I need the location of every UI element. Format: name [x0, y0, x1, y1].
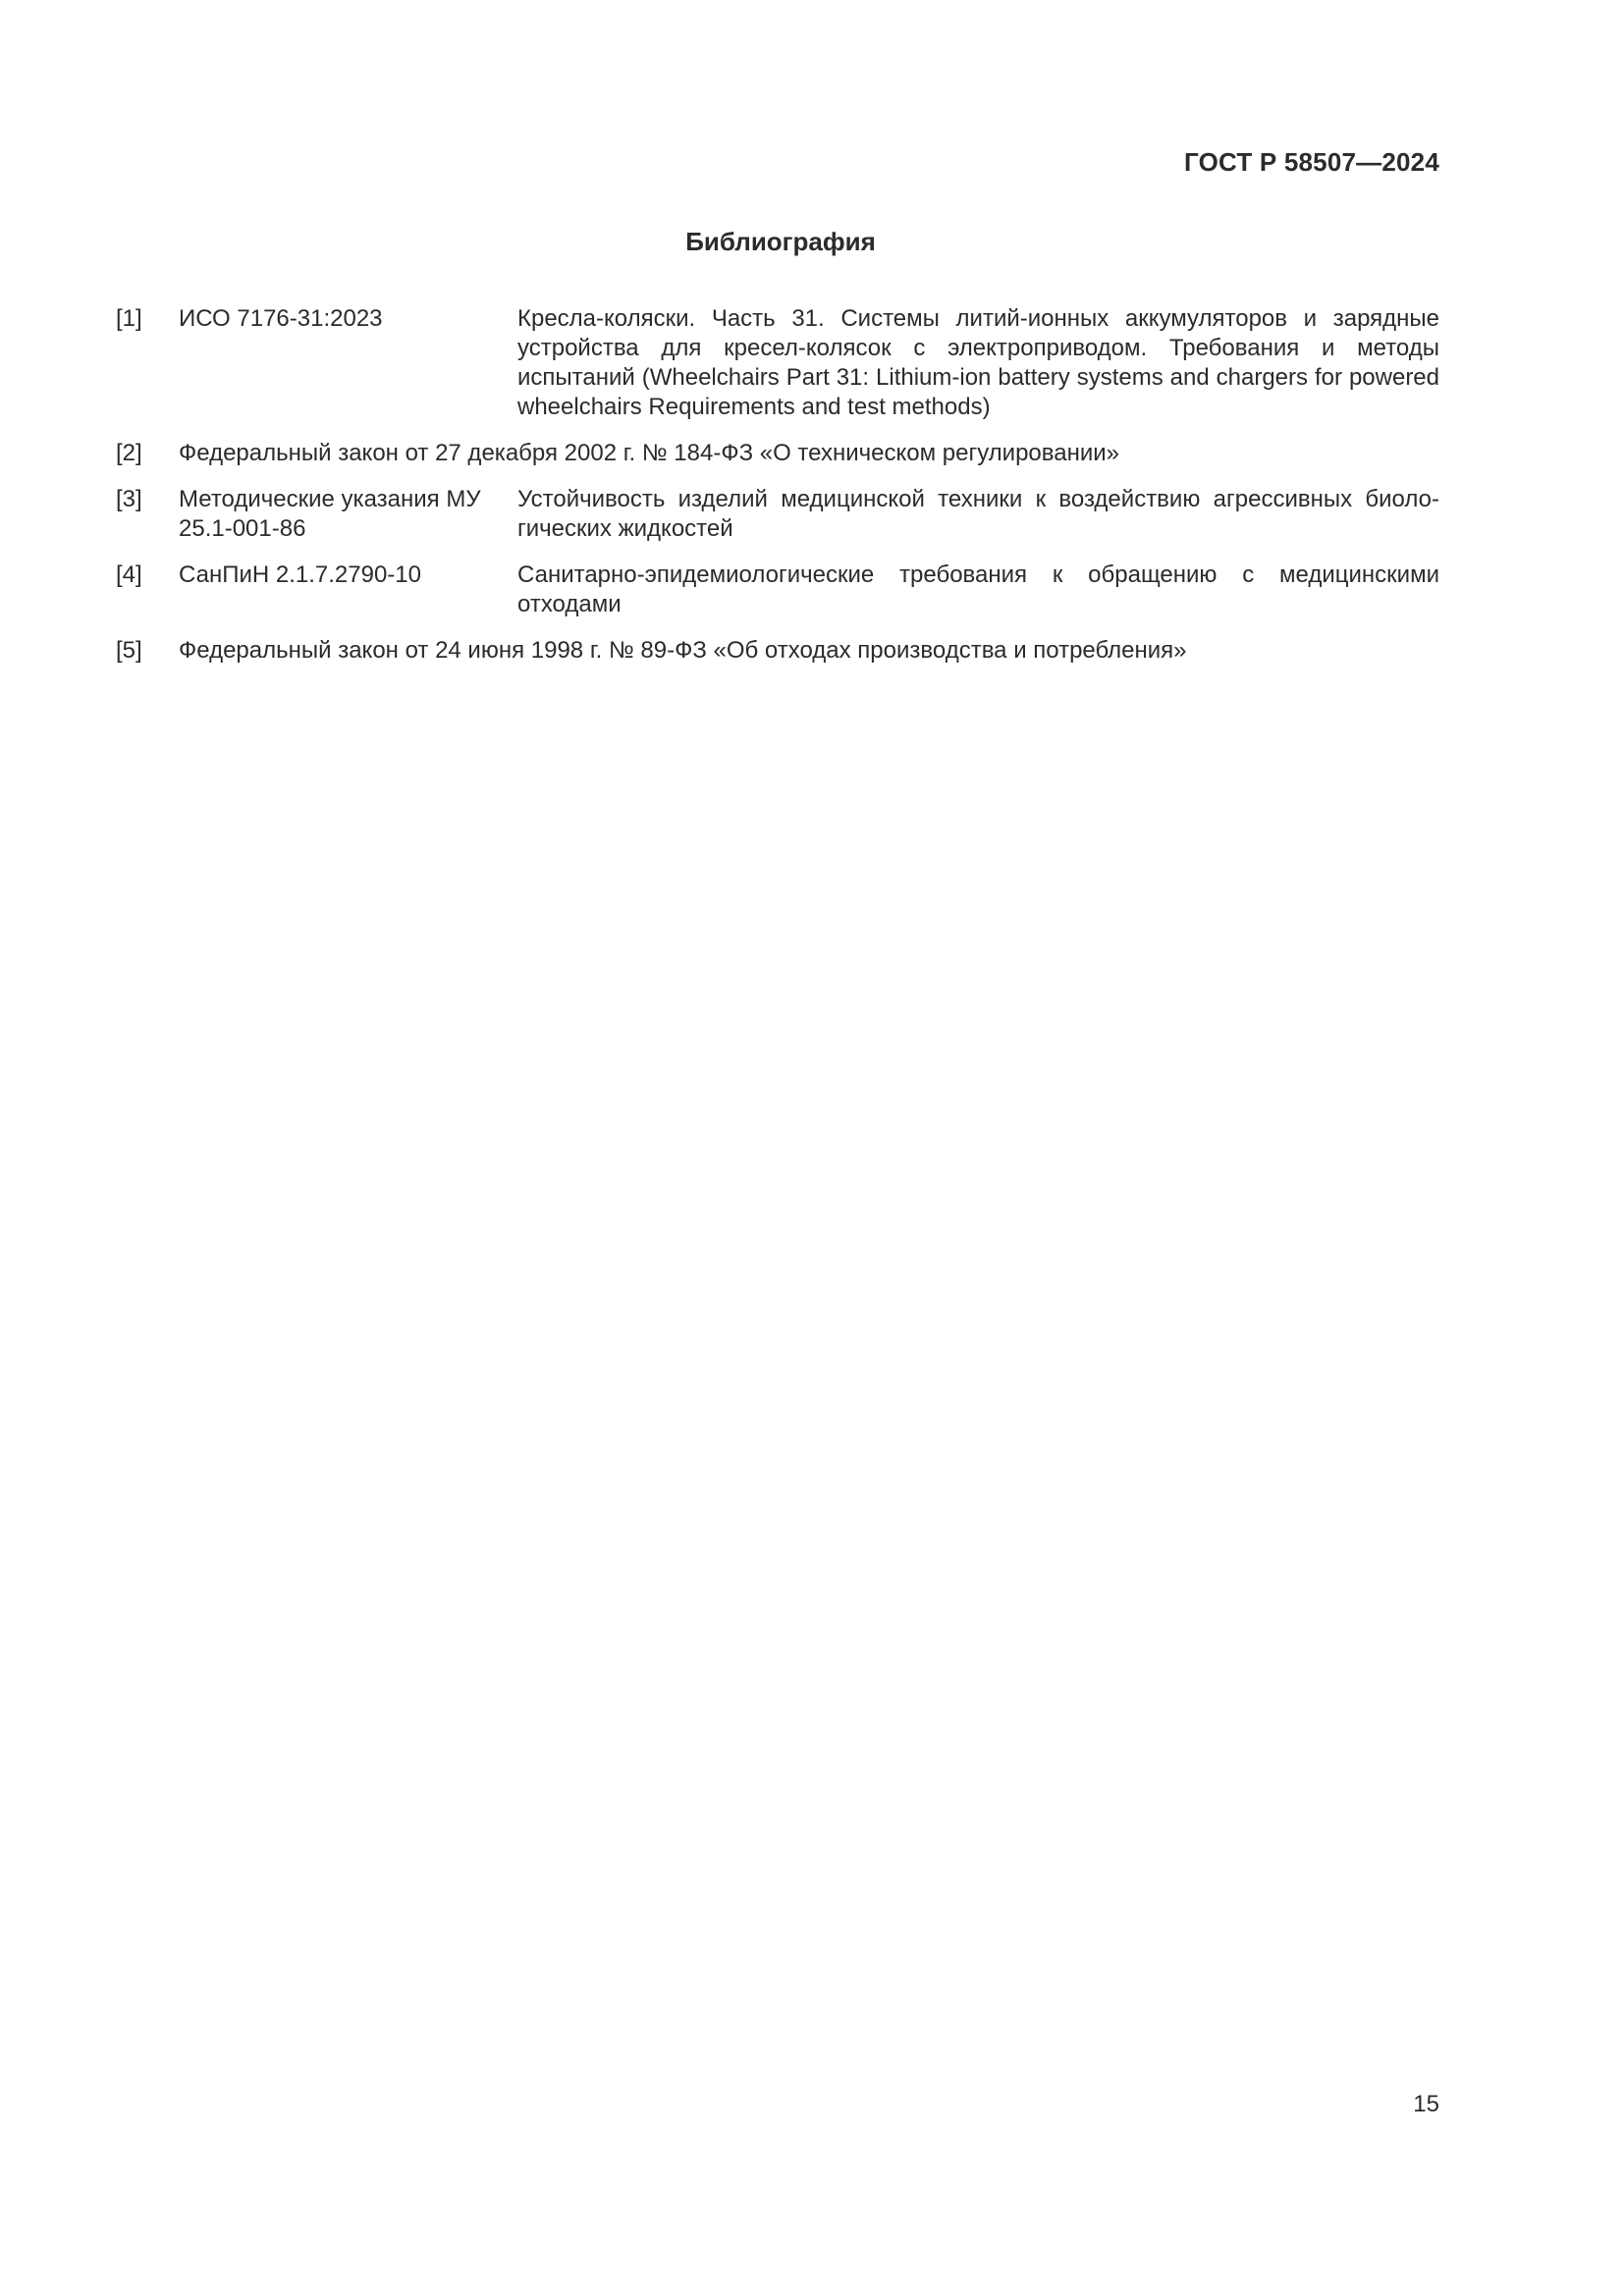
entry-number: [5] — [116, 637, 142, 664]
document-code: ГОСТ Р 58507—2024 — [1184, 147, 1439, 177]
bibliography-list — [116, 304, 1439, 682]
bibliography-entry — [116, 561, 1439, 619]
entry-reference: ИСО 7176-31:2023 — [179, 305, 383, 332]
bibliography-entry — [116, 439, 1439, 468]
entry-description: Федеральный закон от 24 июня 1998 г. № 89-ФЗ «Об отходах производства и потребления» — [179, 637, 1187, 664]
entry-description: Федеральный закон от 27 декабря 2002 г. № 184-ФЗ «О техническом регулировании» — [179, 440, 1120, 466]
entry-number: [3] — [116, 486, 142, 512]
bibliography-title: Библиография — [685, 227, 876, 256]
entry-reference: Методические указания МУ 25.1-001-86 — [179, 486, 481, 542]
bibliography-entry — [116, 304, 1439, 422]
page-number: 15 — [1413, 2091, 1439, 2117]
entry-description: Кресла-коляски. Часть 31. Системы литий-ионных аккумуляторов и зарядные устройства для кресел-колясок с электроприводом. Требования и методы испытаний (Wheelchairs Part 31: Lithium-ion battery systems and chargers for powered wheelchairs Requirements and test methods) — [517, 305, 1439, 420]
entry-number: [1] — [116, 305, 142, 332]
bibliography-entry — [116, 636, 1439, 666]
bibliography-entry — [116, 485, 1439, 544]
entry-description: Санитарно-эпидемиологические требования к обращению с медицинскими отходами — [517, 561, 1439, 617]
entry-number: [4] — [116, 561, 142, 588]
entry-reference: СанПиН 2.1.7.2790-10 — [179, 561, 421, 588]
entry-number: [2] — [116, 440, 142, 466]
entry-description: Устойчивость изделий медицинской техники к воздействию агрессивных биологических жидкостей — [517, 486, 1439, 542]
